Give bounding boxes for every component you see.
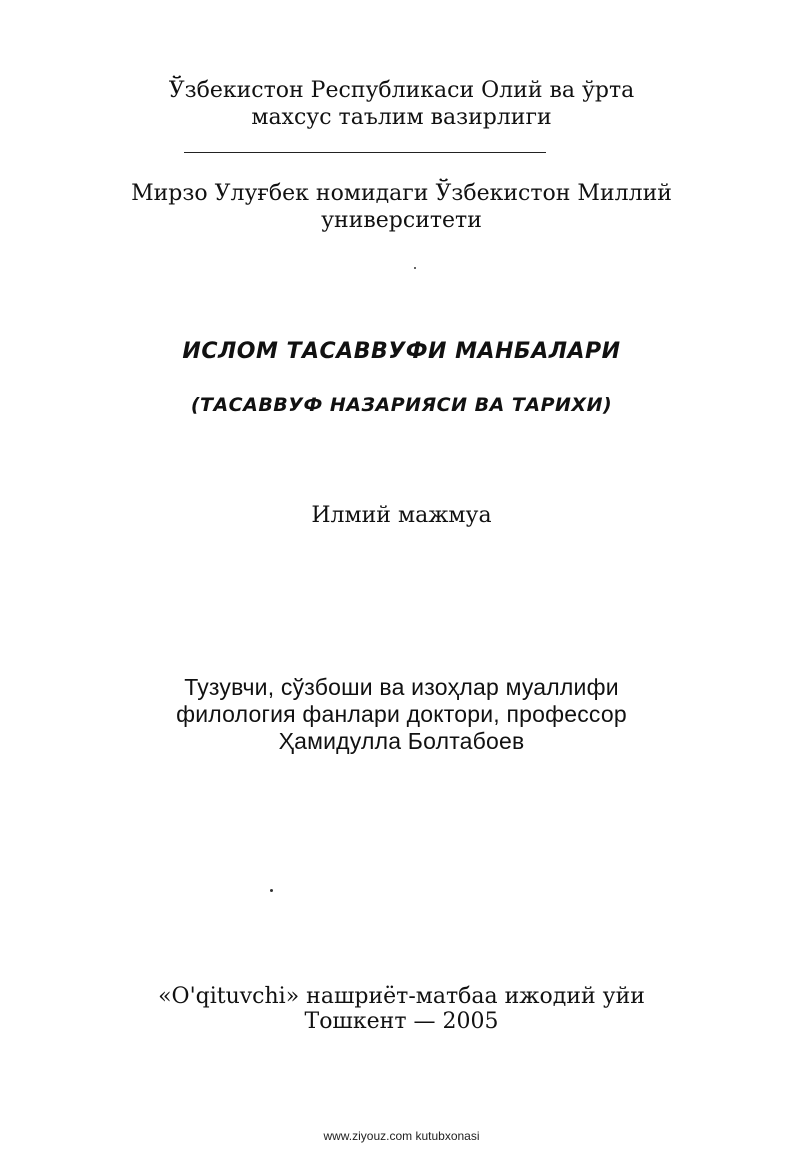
publication-city-year: Тошкент — 2005 <box>304 1009 499 1034</box>
scan-speck <box>270 889 273 892</box>
book-subtitle: (ТАСАВВУФ НАЗАРИЯСИ ВА ТАРИХИ) <box>190 394 613 416</box>
ministry-line-1: Ўзбекистон Республикаси Олий ва ўрта <box>168 78 635 103</box>
compiler-line-2: филология фанлари доктори, профессор <box>176 701 627 727</box>
ministry-line-2: махсус таълим вазирлиги <box>251 105 552 130</box>
footer-watermark: www.ziyouz.com kutubxonasi <box>323 1129 480 1143</box>
book-genre: Илмий мажмуа <box>311 503 492 528</box>
compiler-name: Ҳамидулла Болтабоев <box>278 728 525 754</box>
book-title: ИСЛОМ ТАСАВВУФИ МАНБАЛАРИ <box>182 339 621 364</box>
header-separator <box>184 152 546 153</box>
university-line-1: Мирзо Улуғбек номидаги Ўзбекистон Миллий <box>131 181 672 206</box>
publisher-name: «O'qituvchi» нашриёт-матбаа ижодий уйи <box>158 984 645 1009</box>
compiler-line-1: Тузувчи, сўзбоши ва изоҳлар муаллифи <box>184 674 619 700</box>
university-line-2: университети <box>321 208 482 233</box>
scan-speck <box>414 267 416 269</box>
